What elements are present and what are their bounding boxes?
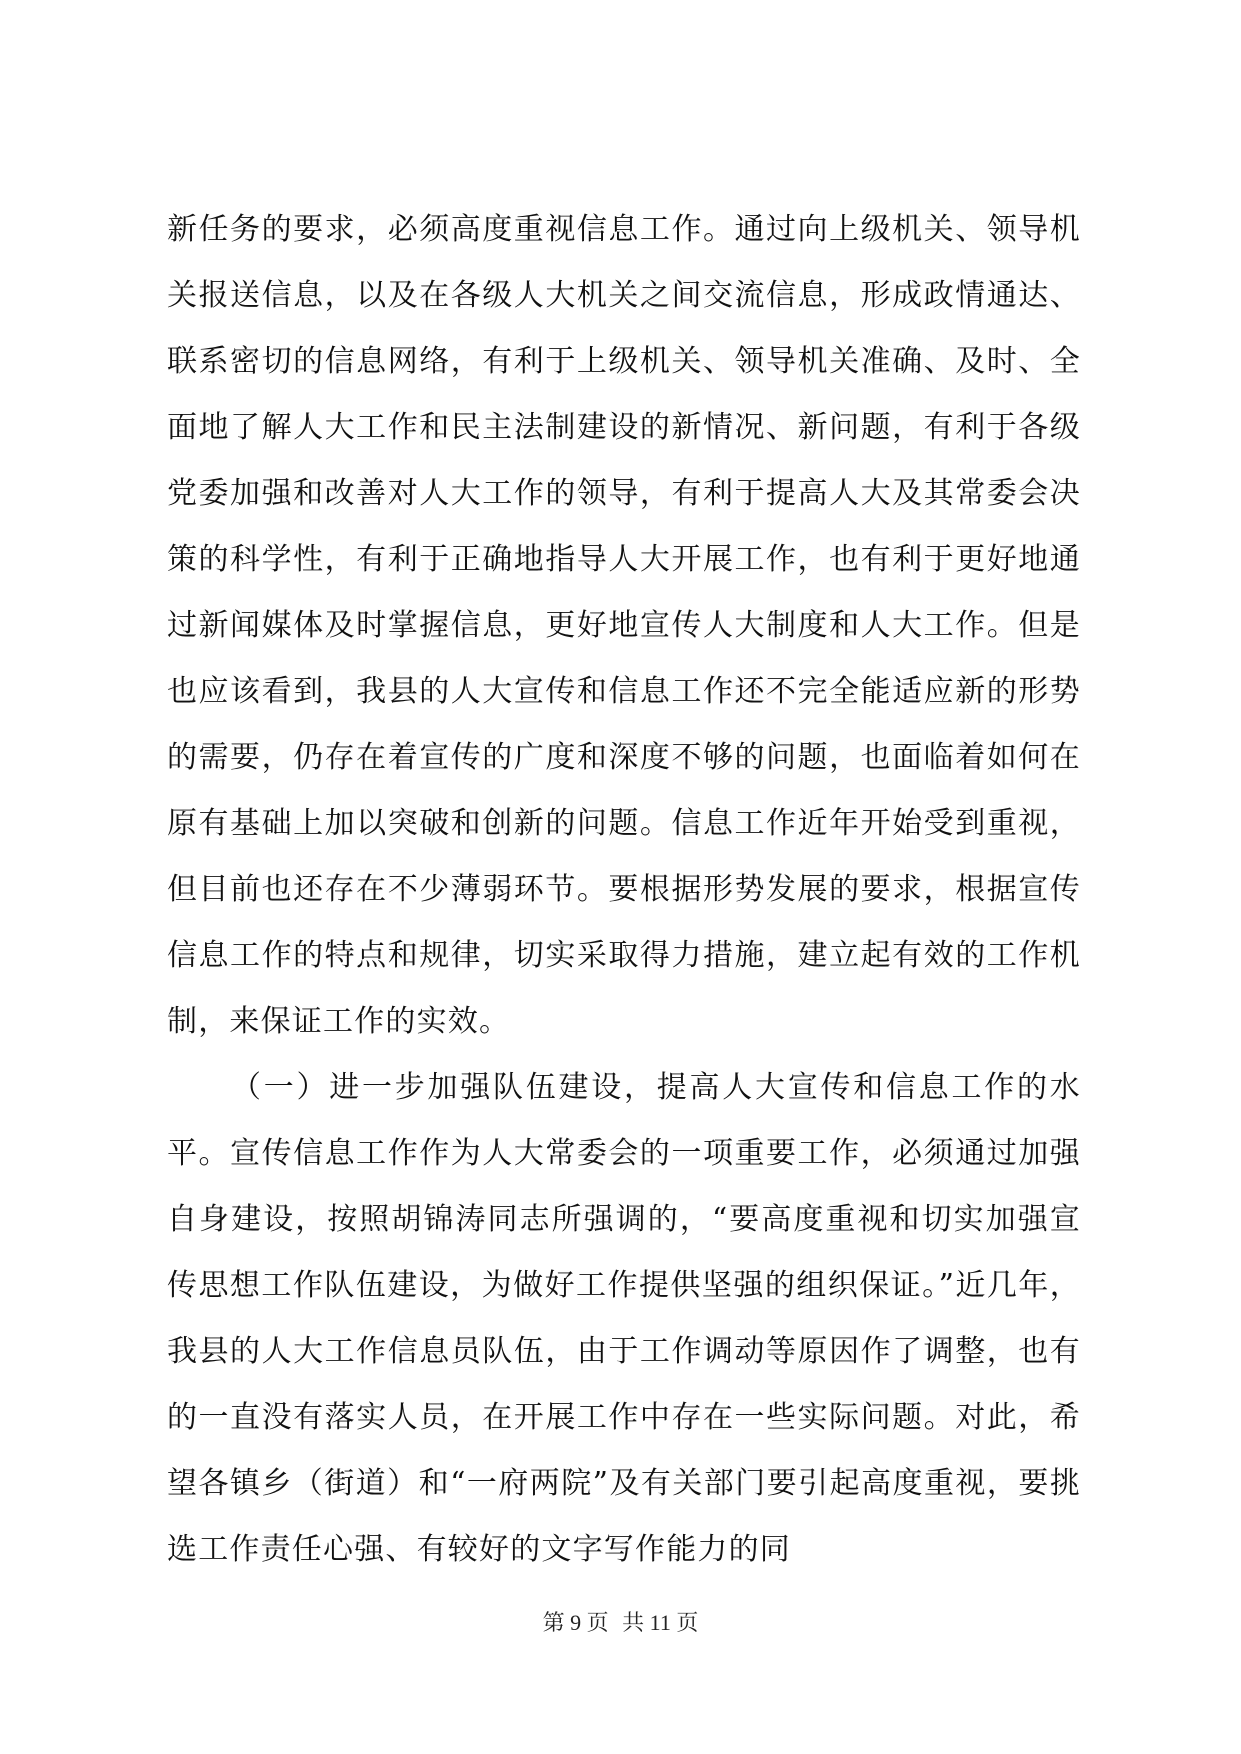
page-number: 第 9 页 bbox=[542, 1610, 609, 1635]
paragraph-continued: 新任务的要求，必须高度重视信息工作。通过向上级机关、领导机关报送信息，以及在各级人大机关之间交流信息，形成政情通达、联系密切的信息网络，有利于上级机关、领导机关准确、及时、全面地了解人大工作和民主法制建设的新情况、新问题，有利于各级党委加强和改善对人大工作的领导，有利于提高人大及其常委会决策的科学性，有利于正确地指导人大开展工作，也有利于更好地通过新闻媒体及时掌握信息，更好地宣传人大制度和人大工作。但是也应该看到，我县的人大宣传和信息工作还不完全能适应新的形势的需要，仍存在着宣传的广度和深度不够的问题，也面临着如何在原有基础上加以突破和创新的问题。信息工作近年开始受到重视，但目前也还存在不少薄弱环节。要根据形势发展的要求，根据宣传信息工作的特点和规律，切实采取得力措施，建立起有效的工作机制，来保证工作的实效。 bbox=[167, 212, 1081, 1039]
paragraph-section-one: （一）进一步加强队伍建设，提高人大宣传和信息工作的水平。宣传信息工作作为人大常委会的一项重要工作，必须通过加强自身建设，按照胡锦涛同志所强调的，“要高度重视和切实加强宣传思想工作队伍建设，为做好工作提供坚强的组织保证。”近几年，我县的人大工作信息员队伍，由于工作调动等原因作了调整，也有的一直没有落实人员，在开展工作中存在一些实际问题。对此，希望各镇乡（街道）和“一府两院”及有关部门要引起高度重视，要挑选工作责任心强、有较好的文字写作能力的同 bbox=[167, 1070, 1081, 1567]
page-total: 共 11 页 bbox=[622, 1610, 699, 1635]
document-body bbox=[167, 197, 1081, 1583]
page-footer bbox=[0, 1608, 1241, 1638]
